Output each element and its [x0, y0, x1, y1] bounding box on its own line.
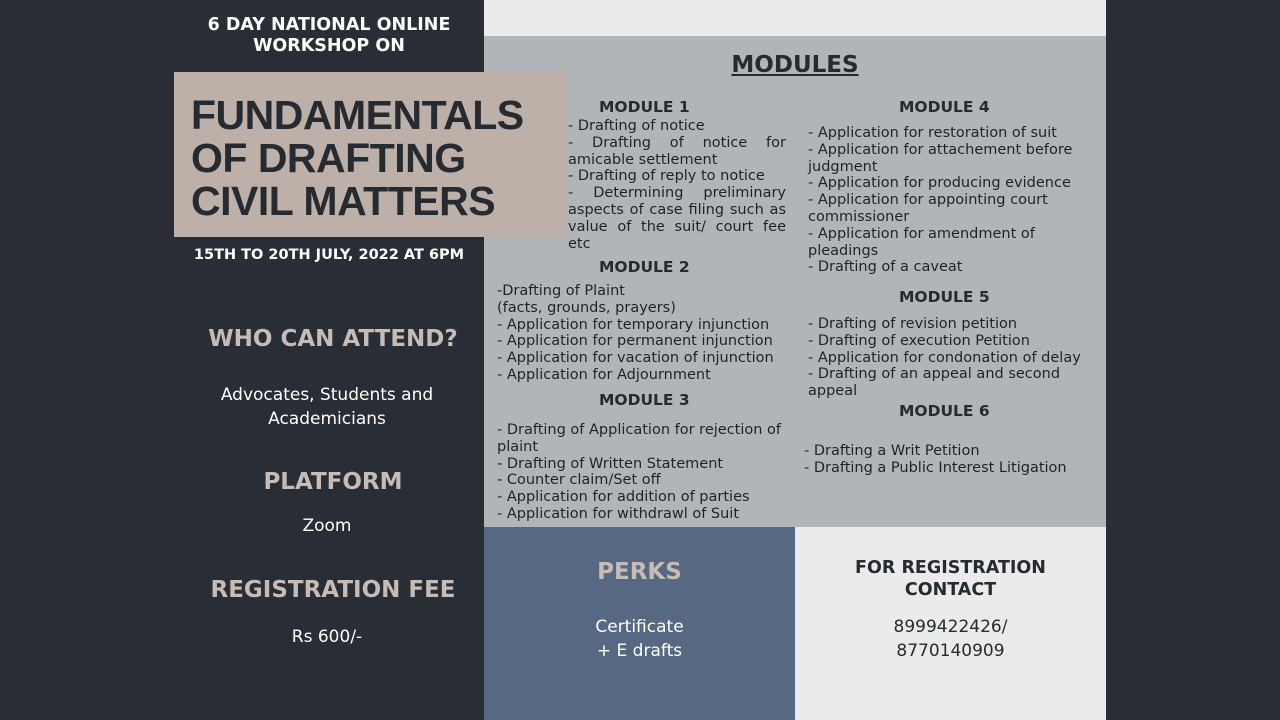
list-item: - Application for appointing court commissioner: [808, 192, 1048, 225]
title-box: [174, 72, 566, 237]
list-item: - Drafting of notice: [568, 118, 705, 134]
module-4-list: [808, 125, 1100, 276]
list-item: - Determining preliminary aspects of case filing such as value of the suit/ court fee etc: [568, 185, 786, 252]
perks-text: Certificate + E drafts: [595, 617, 684, 661]
list-item: - Application for vacation of injunction: [497, 350, 774, 367]
module-6-list: [804, 443, 1100, 477]
module-1-list: [568, 118, 786, 252]
module-2-title: MODULE 2: [599, 258, 690, 276]
list-item: - Drafting a Public Interest Litigation: [804, 459, 1067, 476]
modules-panel: [484, 36, 1106, 527]
registration-phone-numbers: 8999422426/ 8770140909: [893, 617, 1008, 661]
perks-heading: PERKS: [597, 559, 682, 585]
module-2-list: [497, 283, 797, 384]
module-3-title: MODULE 3: [599, 391, 690, 409]
list-item: - Application for addition of parties: [497, 489, 750, 506]
list-item: - Application for producing evidence: [808, 175, 1071, 192]
list-item: - Application for attachement before judgment: [808, 141, 1073, 175]
attendees-text: Advocates, Students and Academicians: [220, 385, 434, 429]
workshop-poster: [174, 0, 1106, 720]
module-1-title: MODULE 1: [599, 98, 690, 116]
list-item: - Drafting of Application for rejection of plaint: [497, 422, 782, 455]
module-5-list: [808, 316, 1104, 400]
who-can-attend-heading: WHO CAN ATTEND?: [208, 326, 458, 352]
list-item: - Application for withdrawl of Suit: [497, 505, 740, 522]
list-item: - Drafting of an appeal and second appeal: [808, 366, 1061, 400]
workshop-date: 15TH TO 20TH JULY, 2022 AT 6PM: [193, 247, 465, 263]
platform-value: Zoom: [302, 516, 352, 536]
module-6-title: MODULE 6: [899, 402, 990, 420]
list-item: - Application for Adjournment: [497, 366, 711, 383]
list-item: - Drafting of execution Petition: [808, 332, 1030, 349]
registration-fee-heading: REGISTRATION FEE: [210, 577, 456, 603]
top-strip: [484, 0, 1106, 36]
workshop-title: FUNDAMENTALS OF DRAFTING CIVIL MATTERS: [191, 92, 524, 224]
workshop-label: 6 DAY NATIONAL ONLINE WORKSHOP ON: [207, 15, 451, 56]
list-item: - Application for temporary injunction: [497, 316, 770, 333]
modules-heading: MODULES: [731, 52, 859, 78]
module-3-list: [497, 422, 792, 523]
list-item: - Drafting of Written Statement: [497, 455, 724, 472]
list-item: - Drafting of reply to notice: [568, 168, 765, 185]
list-item: - Counter claim/Set off: [497, 472, 661, 489]
platform-heading: PLATFORM: [263, 469, 403, 495]
list-item: - Drafting of revision petition: [808, 316, 1018, 332]
registration-fee-value: Rs 600/-: [291, 627, 363, 647]
list-item: - Drafting of a caveat: [808, 259, 963, 276]
registration-heading: FOR REGISTRATION CONTACT: [855, 558, 1046, 600]
list-item: - Drafting a Writ Petition: [804, 443, 980, 459]
list-item: - Application for amendment of pleadings: [808, 225, 1035, 259]
perks-panel: [484, 527, 795, 720]
list-item: - Drafting of notice for amicable settlement: [568, 134, 786, 168]
list-item: (facts, grounds, prayers): [497, 299, 676, 316]
list-item: - Application for permanent injunction: [497, 333, 773, 350]
list-item: - Application for restoration of suit: [808, 125, 1057, 141]
module-5-title: MODULE 5: [899, 288, 990, 306]
list-item: -Drafting of Plaint: [497, 283, 625, 299]
list-item: - Application for condonation of delay: [808, 349, 1081, 366]
module-4-title: MODULE 4: [899, 98, 990, 116]
registration-panel: [795, 527, 1106, 720]
